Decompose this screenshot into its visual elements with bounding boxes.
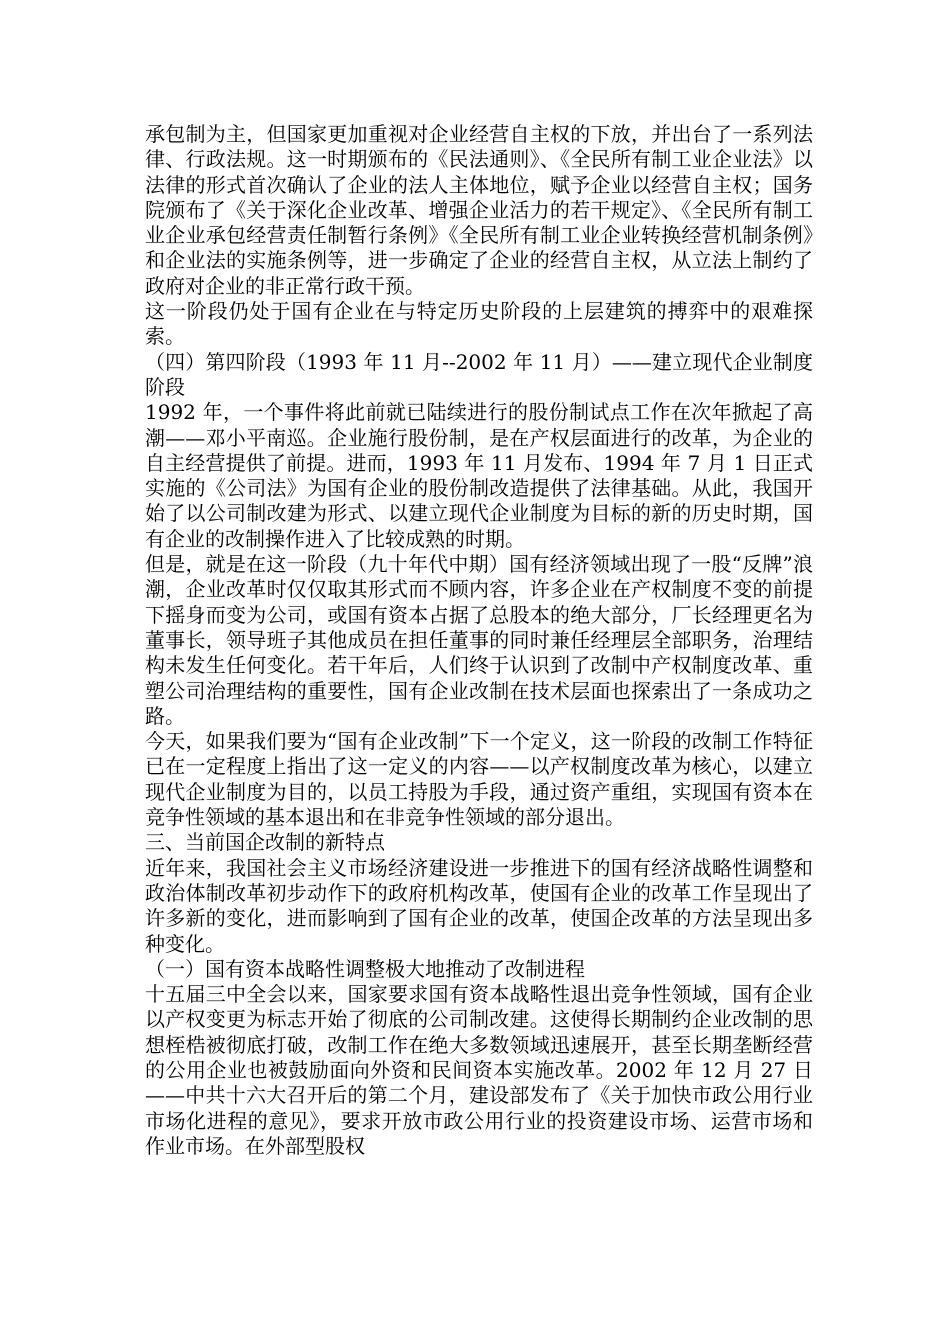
- paragraph: 近年来，我国社会主义市场经济建设进一步推进下的国有经济战略性调整和政治体制改革初步动作下的政府机构改革，使国有企业的改革工作呈现出了许多新的变化，进而影响到了国有企业的改革，使国企改革的方法呈现出多种变化。: [145, 855, 813, 956]
- paragraph: 这一阶段仍处于国有企业在与特定历史阶段的上层建筑的搏弈中的艰难探索。: [145, 299, 813, 349]
- paragraph: 1992 年，一个事件将此前就已陆续进行的股份制试点工作在次年掀起了高潮——邓小平南巡。企业施行股份制，是在产权层面进行的改革，为企业的自主经营提供了前提。进而，1993 年 11 月发布、1994 年 7 月 1 日正式实施的《公司法》为国有企业的股份制改造提供了法律基础。从此，我国开始了以公司制改建为形式、以建立现代企业制度为目标的新的历史时期，国有企业的改制操作进入了比较成熟的时期。: [145, 400, 813, 551]
- paragraph: 十五届三中全会以来，国家要求国有资本战略性退出竞争性领域，国有企业以产权变更为标志开始了彻底的公司制改建。这使得长期制约企业改制的思想桎梏被彻底打破，改制工作在绝大多数领域迅速展开，甚至长期垄断经营的公用企业也被鼓励面向外资和民间资本实施改革。2002 年 12 月 27 日——中共十六大召开后的第二个月，建设部发布了《关于加快市政公用行业市场化进程的意见》，要求开放市政公用行业的投资建设市场、运营市场和作业市场。在外部型股权: [145, 982, 813, 1158]
- paragraph: 今天，如果我们要为“国有企业改制”下一个定义，这一阶段的改制工作特征已在一定程度上指出了这一定义的内容——以产权制度改革为核心，以建立现代企业制度为目的，以员工持股为手段，通过资产重组，实现国有资本在竞争性领域的基本退出和在非竞争性领域的部分退出。: [145, 729, 813, 830]
- document-page: [145, 122, 813, 1159]
- section-heading: 三、当前国企改制的新特点: [145, 830, 385, 855]
- paragraph: 但是，就是在这一阶段（九十年代中期）国有经济领域出现了一股“反牌”浪潮，企业改革时仅仅取其形式而不顾内容，许多企业在产权制度不变的前提下摇身而变为公司，或国有资本占据了总股本的绝大部分，厂长经理更名为董事长，领导班子其他成员在担任董事的同时兼任经理层全部职务，治理结构未发生任何变化。若干年后，人们终于认识到了改制中产权制度改革、重塑公司治理结构的重要性，国有企业改制在技术层面也探索出了一条成功之路。: [145, 552, 813, 728]
- section-heading: （四）第四阶段（1993 年 11 月--2002 年 11 月）——建立现代企业制度阶段: [145, 349, 813, 399]
- subsection-heading: （一）国有资本战略性调整极大地推动了改制进程: [145, 956, 585, 981]
- paragraph: 承包制为主，但国家更加重视对企业经营自主权的下放，并出台了一系列法律、行政法规。这一时期颁布的《民法通则》、《全民所有制工业企业法》以法律的形式首次确认了企业的法人主体地位，赋予企业以经营自主权；国务院颁布了《关于深化企业改革、增强企业活力的若干规定》、《全民所有制工业企业承包经营责任制暂行条例》《全民所有制工业企业转换经营机制条例》和企业法的实施条例等，进一步确定了企业的经营自主权，从立法上制约了政府对企业的非正常行政干预。: [145, 122, 813, 298]
